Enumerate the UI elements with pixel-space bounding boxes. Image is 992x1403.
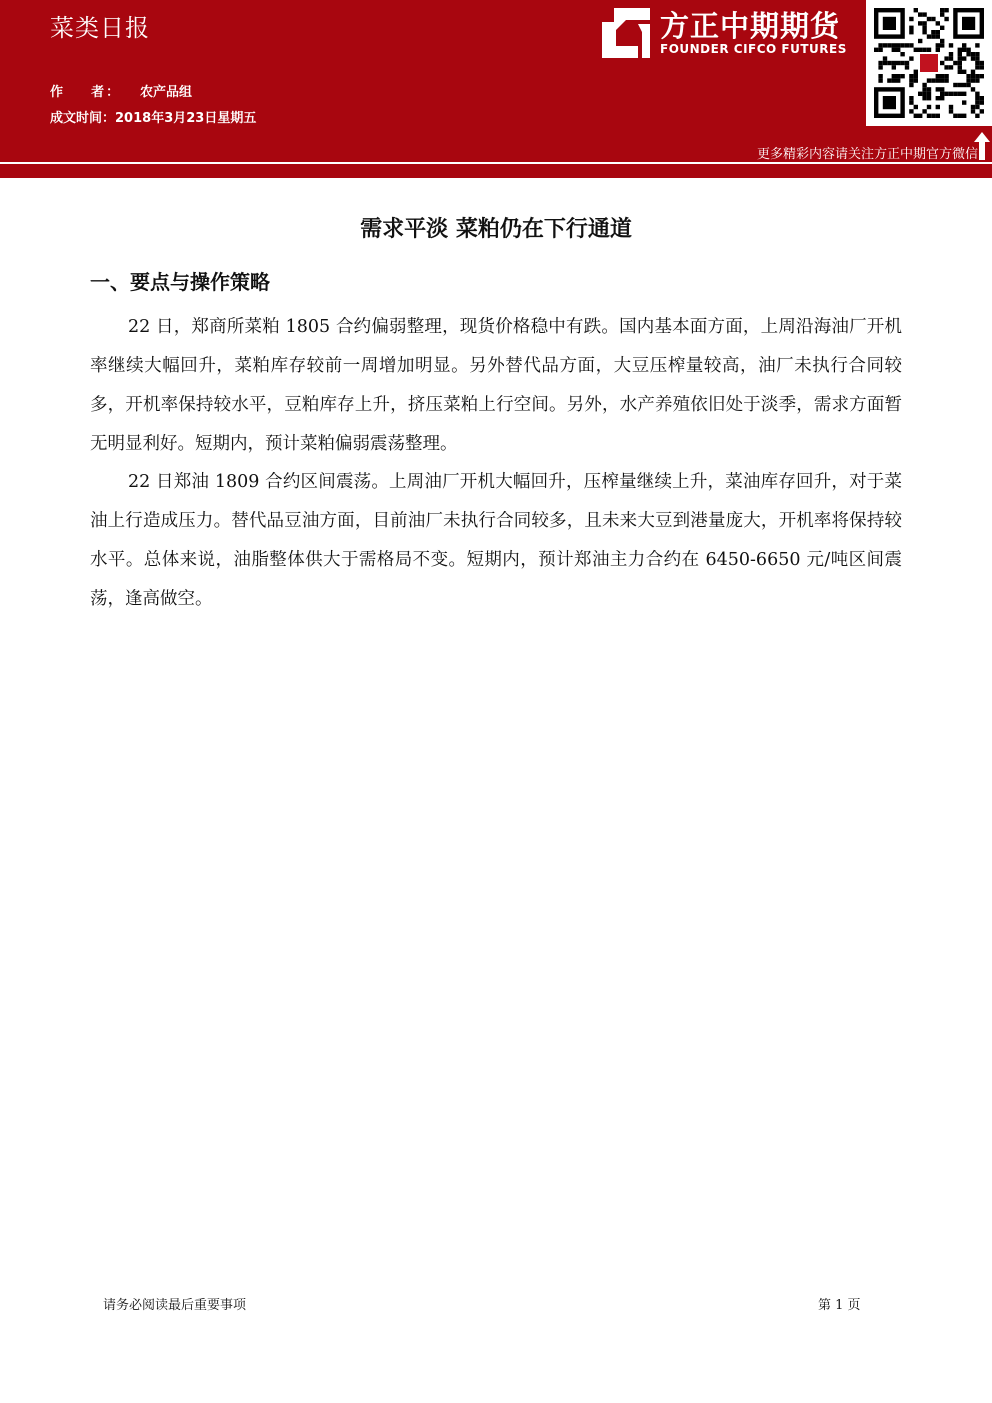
page-number: 第 1 页 <box>818 1298 861 1313</box>
author-row <box>50 81 192 100</box>
qr-code-icon <box>866 0 992 126</box>
date-row <box>50 107 256 126</box>
paragraph-rapeseed-oil: 22 日郑油 1809 合约区间震荡。上周油厂开机大幅回升，压榨量继续上升，菜油库存回升，对于菜油上行造成压力。替代品豆油方面，目前油厂未执行合同较多，且未来大豆到港量庞大，开机率将保持较水平。总体来说，油脂整体供大于需格局不变。短期内，预计郑油主力合约在 6450-6650 元/吨区间震荡，逢高做空。 <box>90 472 902 609</box>
header-band <box>0 164 992 178</box>
author-label: 作 者： <box>50 85 122 100</box>
founder-logo-icon <box>602 8 650 58</box>
logo-name-cn: 方正中期期货 <box>660 9 841 43</box>
section-heading: 一、要点与操作策略 <box>90 270 270 294</box>
wechat-qr-code <box>866 0 992 126</box>
footer-notice: 请务必阅读最后重要事项 <box>103 1298 247 1313</box>
logo-name-en: FOUNDER CIFCO FUTURES <box>660 42 847 56</box>
date-value: 2018年3月23日星期五 <box>115 111 257 126</box>
report-type: 菜类日报 <box>50 14 150 42</box>
company-logo <box>602 4 862 60</box>
arrow-up-icon <box>974 132 990 160</box>
date-label: 成文时间： <box>50 111 116 126</box>
wechat-follow-tip: 更多精彩内容请关注方正中期官方微信 <box>756 147 978 162</box>
article-title: 需求平淡 菜粕仍在下行通道 <box>360 217 632 242</box>
paragraph-rapeseed-meal: 22 日，郑商所菜粕 1805 合约偏弱整理，现货价格稳中有跌。国内基本面方面，上周沿海油厂开机率继续大幅回升，菜粕库存较前一周增加明显。另外替代品方面，大豆压榨量较高，油厂未执行合同较多，开机率保持较水平，豆粕库存上升，挤压菜粕上行空间。另外，水产养殖依旧处于淡季，需求方面暂无明显利好。短期内，预计菜粕偏弱震荡整理。 <box>90 317 902 454</box>
author-value: 农产品组 <box>140 85 193 100</box>
